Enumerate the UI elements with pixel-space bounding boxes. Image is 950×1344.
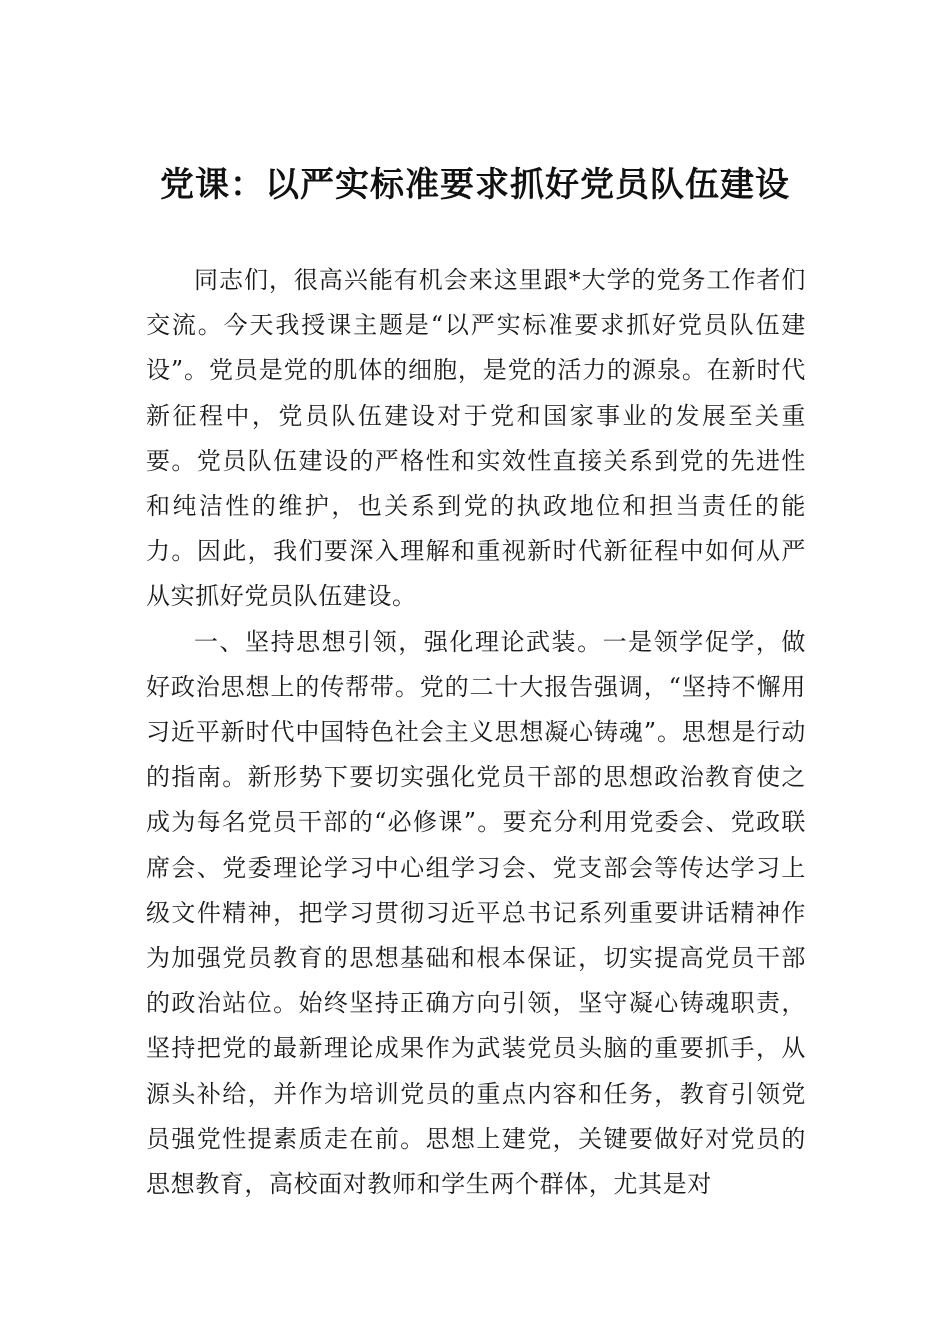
document-body: [146, 258, 806, 1207]
paragraph-section-one: 一、坚持思想引领，强化理论武装。一是领学促学，做好政治思想上的传帮带。党的二十大报告强调，“坚持不懈用习近平新时代中国特色社会主义思想凝心铸魂”。思想是行动的指南。新形势下要切实强化党员干部的思想政治教育使之成为每名党员干部的“必修课”。要充分利用党委会、党政联席会、党委理论学习中心组学习会、党支部会等传达学习上级文件精神，把学习贯彻习近平总书记系列重要讲话精神作为加强党员教育的思想基础和根本保证，切实提高党员干部的政治站位。始终坚持正确方向引领，坚守凝心铸魂职责，坚持把党的最新理论成果作为武装党员头脑的重要抓手，从源头补给，并作为培训党员的重点内容和任务，教育引领党员强党性提素质走在前。思想上建党，关键要做好对党员的思想教育，高校面对教师和学生两个群体，尤其是对: [146, 627, 806, 1199]
paragraph-intro: 同志们，很高兴能有机会来这里跟*大学的党务工作者们交流。今天我授课主题是“以严实标准要求抓好党员队伍建设”。党员是党的肌体的细胞，是党的活力的源泉。在新时代新征程中，党员队伍建设对于党和国家事业的发展至关重要。党员队伍建设的严格性和实效性直接关系到党的先进性和纯洁性的维护，也关系到党的执政地位和担当责任的能力。因此，我们要深入理解和重视新时代新征程中如何从严从实抓好党员队伍建设。: [146, 266, 806, 611]
document-title: 党课：以严实标准要求抓好党员队伍建设: [160, 165, 790, 205]
